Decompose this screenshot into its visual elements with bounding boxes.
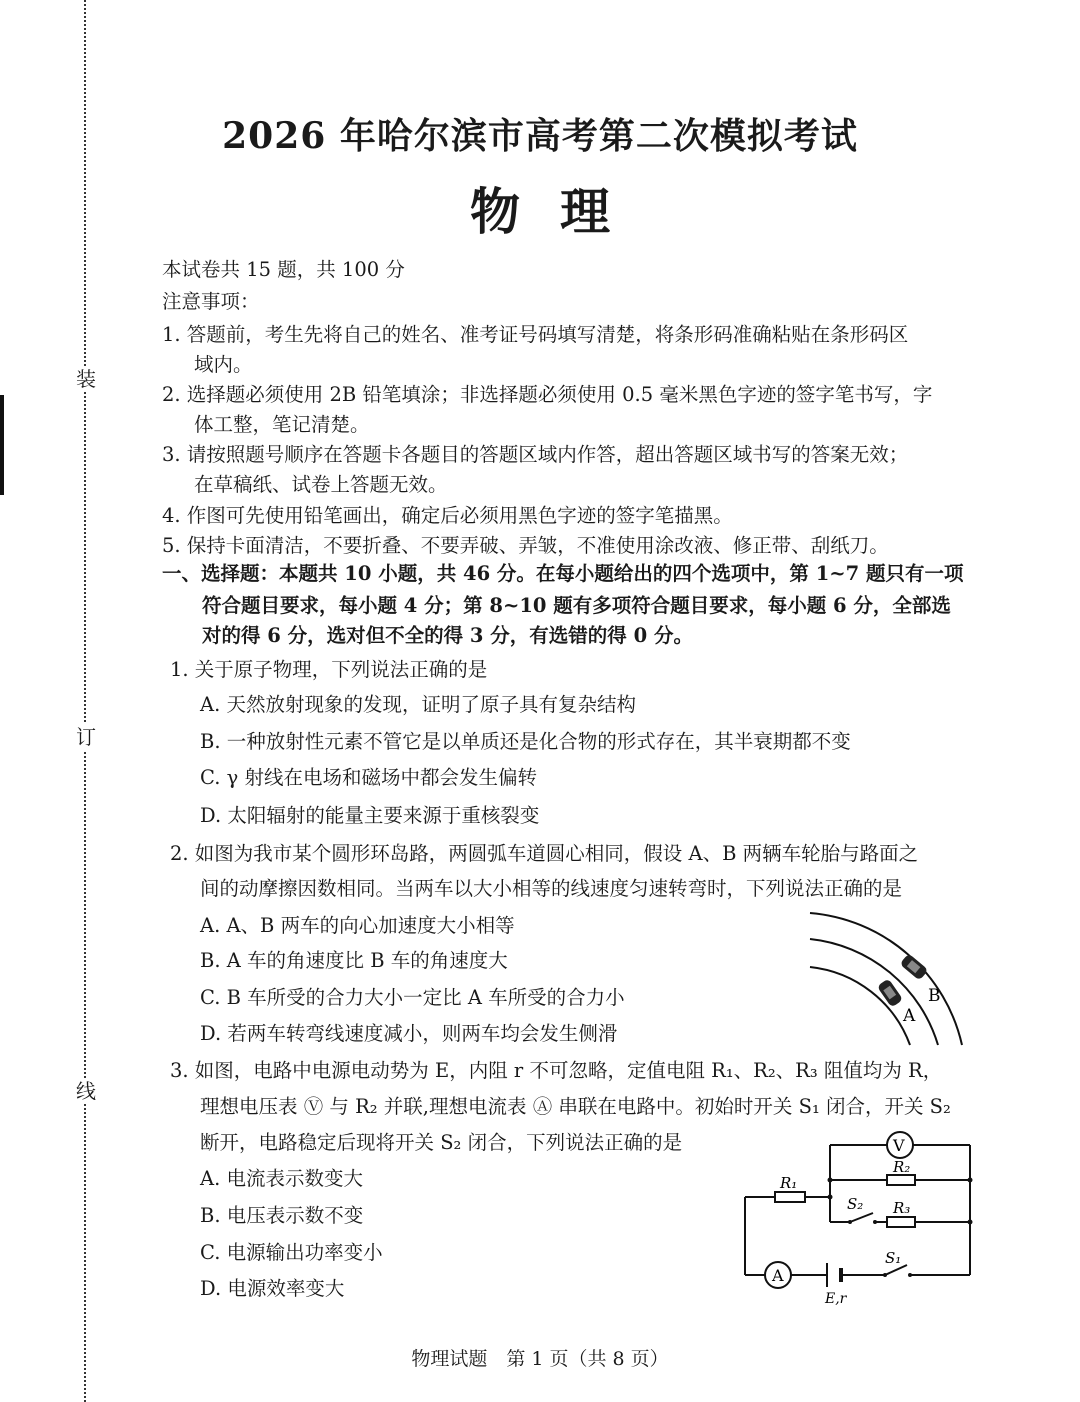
notice-item: 4. 作图可先使用铅笔画出，确定后必须用黑色字迹的签字笔描黑。 xyxy=(162,504,733,527)
car-b-icon xyxy=(900,953,929,980)
source-label: E,r xyxy=(825,1291,847,1307)
roundabout-figure xyxy=(780,905,980,1050)
binding-mark-zhuang: 装 xyxy=(73,366,99,392)
notice-heading: 注意事项： xyxy=(162,290,260,313)
question-stem: 间的动摩擦因数相同。当两车以大小相等的线速度匀速转弯时，下列说法正确的是 xyxy=(200,877,903,900)
question-stem: 理想电压表 Ⓥ 与 R₂ 并联,理想电流表 Ⓐ 串联在电路中。初始时开关 S₁ 闭合，开关 S₂ xyxy=(200,1095,951,1118)
option: A. A、B 两车的向心加速度大小相等 xyxy=(200,914,515,937)
exam-title: 2026 年哈尔滨市高考第二次模拟考试 xyxy=(222,115,858,157)
r2-label: R₂ xyxy=(893,1158,911,1176)
option: A. 电流表示数变大 xyxy=(200,1167,363,1190)
section-instructions: 符合题目要求，每小题 4 分；第 8~10 题有多项符合题目要求，每小题 6 分，全部选 xyxy=(202,594,951,617)
option: C. γ 射线在电场和磁场中都会发生偏转 xyxy=(200,766,537,789)
notice-item: 体工整，笔记清楚。 xyxy=(194,413,370,436)
question-stem: 断开，电路稳定后现将开关 S₂ 闭合，下列说法正确的是 xyxy=(200,1131,683,1154)
option: D. 太阳辐射的能量主要来源于重核裂变 xyxy=(200,804,540,827)
section-instructions: 一、选择题：本题共 10 小题，共 46 分。在每小题给出的四个选项中，第 1~7 题只有一项 xyxy=(162,562,964,585)
section-instructions: 对的得 6 分，选对但不全的得 3 分，有选错的得 0 分。 xyxy=(202,624,693,647)
s1-label: S₁ xyxy=(885,1249,902,1267)
car-a-icon xyxy=(877,978,903,1007)
binding-mark-xian: 线 xyxy=(73,1078,99,1104)
subject-title: 物理 xyxy=(470,182,650,241)
option: D. 若两车转弯线速度减小，则两车均会发生侧滑 xyxy=(200,1022,618,1045)
question-stem: 2. 如图为我市某个圆形环岛路，两圆弧车道圆心相同，假设 A、B 两辆车轮胎与路面之 xyxy=(170,842,919,865)
notice-item: 2. 选择题必须使用 2B 铅笔填涂；非选择题必须使用 0.5 毫米黑色字迹的签字笔书写，字 xyxy=(162,383,933,406)
car-label-b: B xyxy=(928,986,941,1006)
notice-item: 3. 请按照题号顺序在答题卡各题目的答题区域内作答，超出答题区域书写的答案无效； xyxy=(162,443,909,466)
scan-edge-mark xyxy=(0,395,4,495)
option: A. 天然放射现象的发现，证明了原子具有复杂结构 xyxy=(200,693,636,716)
notice-item: 5. 保持卡面清洁，不要折叠、不要弄破、弄皱，不准使用涂改液、修正带、刮纸刀。 xyxy=(162,534,889,557)
circuit-diagram xyxy=(735,1125,980,1310)
option: D. 电源效率变大 xyxy=(200,1277,345,1300)
notice-item: 1. 答题前，考生先将自己的姓名、准考证号码填写清楚，将条形码准确粘贴在条形码区 xyxy=(162,323,909,346)
option: B. 一种放射性元素不管它是以单质还是化合物的形式存在，其半衰期都不变 xyxy=(200,730,851,753)
option: C. 电源输出功率变小 xyxy=(200,1241,383,1264)
option: C. B 车所受的合力大小一定比 A 车所受的合力小 xyxy=(200,986,625,1009)
s2-label: S₂ xyxy=(847,1195,864,1213)
r1-label: R₁ xyxy=(780,1174,798,1192)
question-stem: 3. 如图，电路中电源电动势为 E，内阻 r 不可忽略，定值电阻 R₁、R₂、R₃ 阻值均为 R， xyxy=(170,1059,943,1082)
ammeter-symbol: A xyxy=(772,1266,784,1285)
exam-summary: 本试卷共 15 题，共 100 分 xyxy=(162,258,405,281)
option: B. A 车的角速度比 B 车的角速度大 xyxy=(200,949,508,972)
notice-item: 域内。 xyxy=(194,353,253,376)
notice-item: 在草稿纸、试卷上答题无效。 xyxy=(194,473,448,496)
car-label-a: A xyxy=(903,1006,916,1026)
question-stem: 1. 关于原子物理，下列说法正确的是 xyxy=(170,658,488,681)
option: B. 电压表示数不变 xyxy=(200,1204,364,1227)
voltmeter-symbol: V xyxy=(893,1136,905,1155)
r3-label: R₃ xyxy=(893,1199,911,1217)
page-footer: 物理试题 第 1 页（共 8 页） xyxy=(411,1348,669,1370)
binding-mark-ding: 订 xyxy=(73,724,99,750)
